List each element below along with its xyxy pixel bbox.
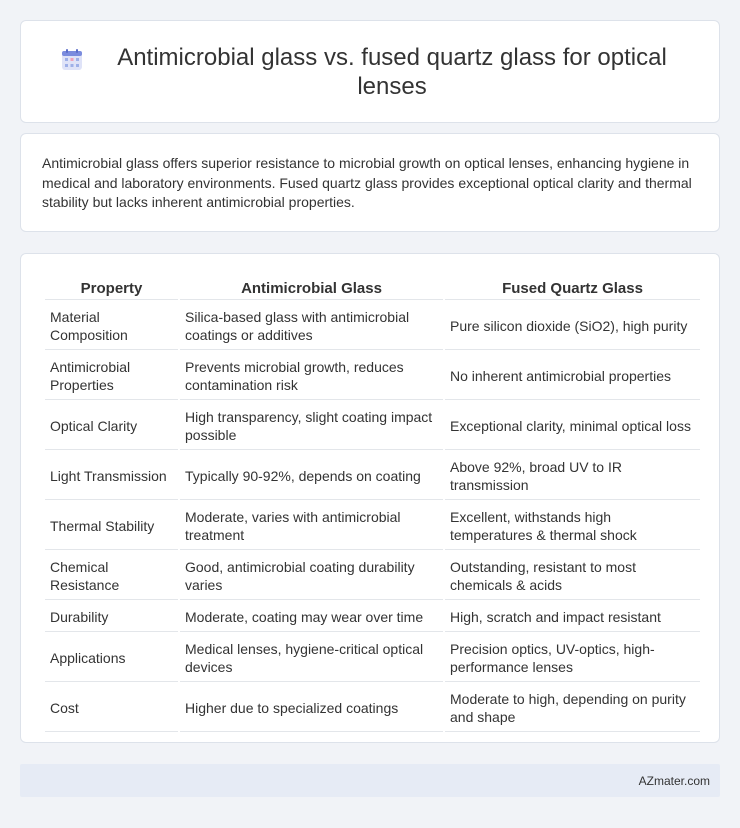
table-row [45,552,700,600]
fused-quartz-glass-cell: No inherent antimicrobial properties [445,352,700,400]
table-row [45,302,700,350]
antimicrobial-glass-cell: Higher due to specialized coatings [180,684,443,732]
column-header-fused-quartz-glass: Fused Quartz Glass [445,276,700,300]
property-cell: Thermal Stability [45,502,178,550]
property-cell: Material Composition [45,302,178,350]
antimicrobial-glass-cell: Good, antimicrobial coating durability varies [180,552,443,600]
footer-site-name: AZmater.com [638,773,710,788]
table-row [45,634,700,682]
title-row [61,43,679,101]
property-cell: Light Transmission [45,452,178,500]
property-cell: Antimicrobial Properties [45,352,178,400]
table-header-row [45,276,700,300]
table-row [45,402,700,450]
property-cell: Optical Clarity [45,402,178,450]
summary-card [20,133,720,232]
table-row [45,352,700,400]
title-card [20,20,720,123]
fused-quartz-glass-cell: Exceptional clarity, minimal optical loss [445,402,700,450]
table-row [45,684,700,732]
comparison-table [43,274,702,734]
fused-quartz-glass-cell: High, scratch and impact resistant [445,602,700,632]
antimicrobial-glass-cell: High transparency, slight coating impact possible [180,402,443,450]
antimicrobial-glass-cell: Moderate, varies with antimicrobial treatment [180,502,443,550]
fused-quartz-glass-cell: Above 92%, broad UV to IR transmission [445,452,700,500]
property-cell: Durability [45,602,178,632]
antimicrobial-glass-cell: Medical lenses, hygiene-critical optical devices [180,634,443,682]
property-cell: Chemical Resistance [45,552,178,600]
fused-quartz-glass-cell: Pure silicon dioxide (SiO2), high purity [445,302,700,350]
table-row [45,602,700,632]
table-row [45,502,700,550]
calendar-icon [61,49,83,71]
comparison-card [20,253,720,743]
page-title: Antimicrobial glass vs. fused quartz glass for optical lenses [117,43,667,100]
antimicrobial-glass-cell: Typically 90-92%, depends on coating [180,452,443,500]
table-row [45,452,700,500]
property-cell: Applications [45,634,178,682]
fused-quartz-glass-cell: Moderate to high, depending on purity and shape [445,684,700,732]
column-header-property: Property [45,276,178,300]
fused-quartz-glass-cell: Excellent, withstands high temperatures & thermal shock [445,502,700,550]
antimicrobial-glass-cell: Prevents microbial growth, reduces contamination risk [180,352,443,400]
fused-quartz-glass-cell: Precision optics, UV-optics, high-performance lenses [445,634,700,682]
antimicrobial-glass-cell: Moderate, coating may wear over time [180,602,443,632]
property-cell: Cost [45,684,178,732]
column-header-antimicrobial-glass: Antimicrobial Glass [180,276,443,300]
antimicrobial-glass-cell: Silica-based glass with antimicrobial coatings or additives [180,302,443,350]
footer [20,764,720,797]
summary-text: Antimicrobial glass offers superior resistance to microbial growth on optical lenses, enhancing hygiene in medical and laboratory environments. Fused quartz glass provides exceptional optical clarity and thermal stability but lacks inherent antimicrobial properties. [42,155,692,210]
fused-quartz-glass-cell: Outstanding, resistant to most chemicals & acids [445,552,700,600]
